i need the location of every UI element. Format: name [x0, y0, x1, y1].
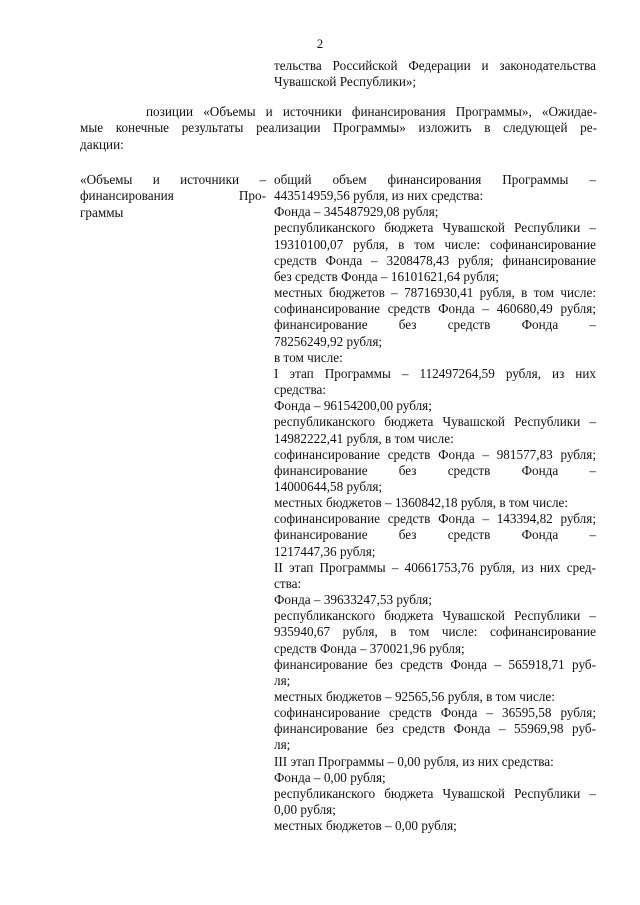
text-line: 78256249,92 рубля; [274, 333, 383, 349]
text-line: республиканского бюджета Чувашской Республики – [274, 414, 596, 430]
text-line: Фонда – 345487929,08 рубля; [274, 204, 439, 220]
text-line: финансирование без средств Фонда – [274, 317, 596, 333]
text-line: софинансирование средств Фонда – 460680,49 рубля; [274, 301, 596, 317]
text-line: «Объемы и источники – [80, 172, 266, 187]
text-line: местных бюджетов – 92565,56 рубля, в том числе: [274, 689, 555, 704]
text-line: 443514959,56 рубля, из них средства: [274, 188, 484, 204]
text-line: 14982222,41 рубля, в том числе: [274, 430, 454, 446]
text-line: ля; [274, 737, 291, 753]
text-line: Фонда – 96154200,00 рубля; [274, 398, 432, 414]
text-line: граммы [80, 204, 124, 220]
text-line: дакции: [80, 136, 124, 152]
text-line: республиканского бюджета Чувашской Республики – [274, 785, 596, 801]
text-line: средств Фонда – 3208478,43 рубля; финансирование [274, 252, 596, 268]
text-line: финансирование без средств Фонда – 55969,98 руб- [274, 721, 596, 737]
text-line: местных бюджетов – 1360842,18 рубля, в том числе: [274, 495, 569, 511]
text-line: местных бюджетов – 78716930,41 рубля, в том числе: [274, 285, 596, 301]
text-line: III этап Программы – 0,00 рубля, из них средства: [274, 753, 554, 769]
text-line: местных бюджетов – 0,00 рубля; [274, 818, 457, 834]
text-line: республиканского бюджета Чувашской Республики – [274, 608, 596, 624]
text-line: 19310100,07 рубля, в том числе: софинансирование [274, 236, 596, 252]
text-line: II этап Программы – 40661753,76 рубля, из них сред- [274, 559, 596, 575]
text-line: 14000644,58 рубля; [274, 478, 383, 494]
text-line: позиции «Объемы и источники финансирования Программы», «Ожидае- [146, 104, 597, 119]
text-line: ства: [274, 575, 302, 591]
previous-item-ending [274, 58, 596, 91]
text-line: Фонда – 39633247,53 рубля; [274, 592, 432, 608]
text-line: республиканского бюджета Чувашской Республики – [274, 220, 596, 236]
text-line: 935940,67 рубля, в том числе: софинансирование [274, 624, 596, 640]
text-line: общий объем финансирования Программы – [274, 172, 596, 187]
text-line: I этап Программы – 112497264,59 рубля, из них [274, 365, 596, 381]
text-line: финансирование без средств Фонда – [274, 527, 596, 543]
page-number: 2 [316, 36, 324, 51]
text-line: без средств Фонда – 16101621,64 рубля; [274, 268, 499, 284]
intro-paragraph [80, 104, 597, 153]
text-line: финансирование без средств Фонда – 565918,71 руб- [274, 656, 596, 672]
text-line: Фонда – 0,00 рубля; [274, 769, 386, 785]
text-line: софинансирование средств Фонда – 143394,82 рубля; [274, 511, 596, 527]
text-line: софинансирование средств Фонда – 981577,83 рубля; [274, 446, 596, 462]
text-line: 0,00 рубля; [274, 802, 336, 818]
text-line: софинансирование средств Фонда – 36595,58 рубля; [274, 705, 596, 721]
table-row-label [80, 172, 266, 221]
text-line: 1217447,36 рубля; [274, 543, 376, 559]
text-line: средства: [274, 382, 327, 398]
text-line: Чувашской Республики»; [274, 74, 417, 90]
text-line: финансирования Про- [80, 188, 266, 204]
text-line: мые конечные результаты реализации Программы» изложить в следующей ре- [80, 120, 597, 136]
text-line: средств Фонда – 370021,96 рубля; [274, 640, 465, 656]
text-line: в том числе: [274, 349, 343, 365]
financing-details [274, 172, 596, 834]
text-line: финансирование без средств Фонда – [274, 462, 596, 478]
text-line: ля; [274, 672, 291, 688]
text-line: тельства Российской Федерации и законодательства [274, 58, 596, 73]
